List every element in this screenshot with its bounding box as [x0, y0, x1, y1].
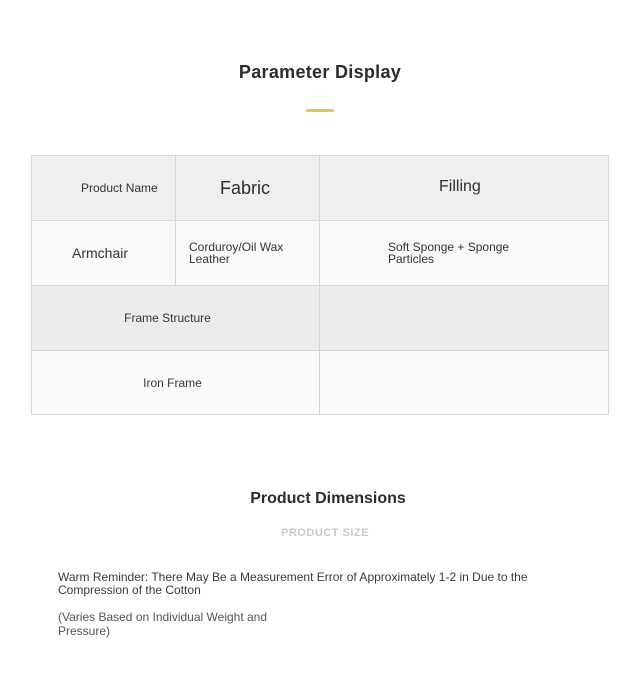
- frame-structure-label: Frame Structure: [124, 311, 211, 325]
- table-cell: [32, 351, 320, 414]
- table-cell: [320, 221, 608, 285]
- table-cell: [176, 156, 320, 220]
- variance-note: (Varies Based on Individual Weight and Pressure): [58, 610, 268, 638]
- product-size-subtitle: PRODUCT SIZE: [281, 527, 369, 539]
- parameter-table: [31, 155, 609, 415]
- filling-label: Filling: [439, 178, 481, 195]
- warm-reminder-text: Warm Reminder: There May Be a Measurement Error of Approximately 1-2 in Due to the Compression of the Cotton: [58, 570, 528, 597]
- table-cell: [32, 221, 176, 285]
- table-row-header: [32, 156, 608, 221]
- product-dimensions-title: Product Dimensions: [250, 490, 406, 507]
- parameter-display-title: Parameter Display: [238, 62, 402, 82]
- frame-structure-value: Iron Frame: [143, 375, 202, 390]
- table-cell: [320, 156, 608, 220]
- table-row: [32, 221, 608, 286]
- table-cell-empty: [320, 286, 608, 350]
- table-cell: [32, 286, 320, 350]
- table-cell: [176, 221, 320, 285]
- product-name-value: Armchair: [72, 245, 129, 261]
- table-row: [32, 351, 608, 414]
- filling-value: Soft Sponge + Sponge Particles: [388, 240, 510, 266]
- fabric-label: Fabric: [220, 177, 271, 198]
- fabric-value: Corduroy/Oil Wax Leather: [189, 240, 284, 266]
- title-accent-bar: [306, 109, 334, 112]
- table-cell-empty: [320, 351, 608, 414]
- product-name-label: Product Name: [81, 181, 158, 195]
- table-cell: [32, 156, 176, 220]
- table-row: [32, 286, 608, 351]
